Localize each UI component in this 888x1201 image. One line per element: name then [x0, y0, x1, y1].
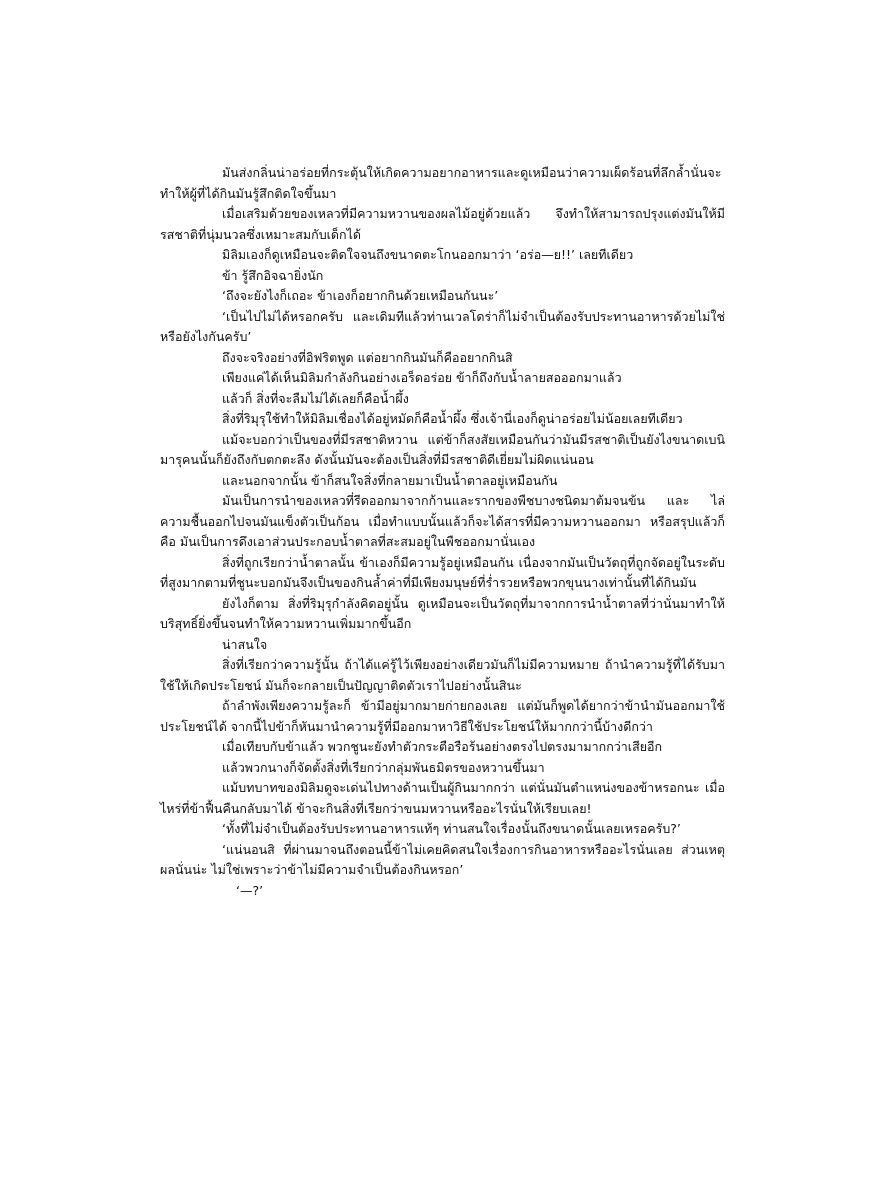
paragraph: ‘แน่นอนสิ ที่ผ่านมาจนถึงตอนนี้ข้าไม่เคยคิดสนใจเรื่องการกินอาหารหรืออะไรนั่นเลย ส่วนเหตุผลนั่นน่ะ ไม่ใช่เพราะว่าข้าไม่มีความจำเป็นต้องกินหรอก’: [160, 841, 725, 877]
body-text: [160, 163, 725, 901]
paragraph: เมื่อเทียบกับข้าแล้ว พวกชูนะยังทำตัวกระตือรือร้นอย่างตรงไปตรงมามากกว่าเสียอีก: [222, 739, 663, 754]
paragraph: แล้วพวกนางก็จัดตั้งสิ่งที่เรียกว่ากลุ่มพันธมิตรของหวานขึ้นมา: [222, 759, 545, 775]
paragraph: ข้า รู้สึกอิจฉายิ่งนัก: [222, 267, 324, 283]
paragraph: ‘ถึงจะยังไงก็เถอะ ข้าเองก็อยากกินด้วยเหมือนกันนะ’: [222, 288, 499, 303]
paragraph: เมื่อเสริมด้วยของเหลวที่มีความหวานของผลไม้อยู่ด้วยแล้ว จึงทำให้สามารถปรุงแต่งมันให้มีรสชาติที่นุ่มนวลซึ่งเหมาะสมกับเด็กได้: [160, 206, 725, 242]
paragraph: ยังไงก็ตาม สิ่งที่ริมุรุกำลังคิดอยู่นั้น ดูเหมือนจะเป็นวัตถุที่มาจากการนำน้ำตาลที่ว่านั่นมาทำให้บริสุทธิ์ยิ่งขึ้นจนทำให้ความหวานเพิ่มมากขึ้นอีก: [160, 595, 725, 631]
paragraph: ‘เป็นไปไม่ได้หรอกครับ และเดิมทีแล้วท่านเวลโดร่าก็ไม่จำเป็นต้องรับประทานอาหารด้วยไม่ใช่หรือยังไงกันครับ’: [160, 308, 725, 344]
paragraph: สิ่งที่ถูกเรียกว่าน้ำตาลนั้น ข้าเองก็มีความรู้อยู่เหมือนกัน เนื่องจากมันเป็นวัตถุที่ถูกจัดอยู่ในระดับที่สูงมากตามที่ชูนะบอกมันจึงเป็นของกินล้ำค่าที่มีเพียงมนุษย์ที่ร่ำรวยหรือพวกขุนนางเท่านั้นที่ได้กินมัน: [160, 554, 725, 590]
paragraph: ‘—?’: [236, 882, 264, 898]
paragraph: แม้บทบาทของมิลิมดูจะเด่นไปทางด้านเป็นผู้กินมากกว่า แต่นั่นมันตำแหน่งของข้าหรอกนะ เมื่อไหร่ที่ข้าฟื้นคืนกลับมาได้ ข้าจะกินสิ่งที่เรียกว่าขนมหวานหรืออะไรนั่นให้เรียบเลย!: [160, 780, 725, 816]
paragraph: ‘ทั้งที่ไม่จำเป็นต้องรับประทานอาหารแท้ๆ ท่านสนใจเรื่องนั้นถึงขนาดนั้นเลยเหรอครับ?’: [222, 821, 681, 836]
paragraph: แล้วก็ สิ่งที่จะลืมไม่ได้เลยก็คือน้ำผึ้ง: [222, 390, 409, 406]
paragraph: แม้จะบอกว่าเป็นของที่มีรสชาติหวาน แต่ข้าก็สงสัยเหมือนกันว่ามันมีรสชาติเป็นยังไงขนาดเบนิมารุคนนั้นก็ยังถึงกับตกตะลึง ดังนั้นมันจะต้องเป็นสิ่งที่มีรสชาติดีเยี่ยมไม่ผิดแน่นอน: [160, 431, 725, 467]
paragraph: ถ้าลำพังเพียงความรู้ละก็ ข้ามีอยู่มากมายก่ายกองเลย แต่มันก็พูดได้ยากว่าข้านำมันออกมาใช้ประโยชน์ได้ จากนี้ไปข้าก็หันมานำความรู้ที่มีออกมาหาวิธีใช้ประโยชน์ให้มากกว่านี้บ้างดีกว่า: [160, 698, 725, 734]
paragraph: เพียงแค่ได้เห็นมิลิมกำลังกินอย่างเอร็ดอร่อย ข้าก็ถึงกับน้ำลายสอออกมาแล้ว: [222, 370, 622, 385]
paragraph: และนอกจากนั้น ข้าก็สนใจสิ่งที่กลายมาเป็นน้ำตาลอยู่เหมือนกัน: [222, 472, 558, 488]
paragraph: สิ่งที่ริมุรุใช้ทำให้มิลิมเชื่องได้อยู่หมัดก็คือน้ำผึ้ง ซึ่งเจ้านี่เองก็ดูน่าอร่อยไม่น้อยเลยทีเดียว: [222, 411, 683, 426]
paragraph: สิ่งที่เรียกว่าความรู้นั้น ถ้าได้แค่รู้ไว้เพียงอย่างเดียวมันก็ไม่มีความหมาย ถ้านำความรู้ที่ได้รับมาใช้ให้เกิดประโยชน์ มันก็จะกลายเป็นปัญญาติดตัวเราไปอย่างนั้นสินะ: [160, 657, 725, 693]
paragraph: มิลิมเองก็ดูเหมือนจะติดใจจนถึงขนาดตะโกนออกมาว่า ‘อร่อ—ย!!’ เลยทีเดียว: [222, 247, 634, 262]
paragraph: น่าสนใจ: [222, 636, 268, 652]
paragraph: มันส่งกลิ่นน่าอร่อยที่กระตุ้นให้เกิดความอยากอาหารและดูเหมือนว่าความเผ็ดร้อนที่ลึกล้ำนั่นจะทำให้ผู้ที่ได้กินมันรู้สึกติดใจขึ้นมา: [160, 165, 722, 201]
paragraph: ถึงจะจริงอย่างที่อิฟริตพูด แต่อยากกินมันก็คืออยากกินสิ: [222, 349, 513, 365]
paragraph: มันเป็นการนำของเหลวที่รีดออกมาจากก้านและรากของพืชบางชนิดมาต้มจนข้น และ ไล่ความชื้นออกไปจนมันแข็งตัวเป็นก้อน เมื่อทำแบบนั้นแล้วก็จะได้สารที่มีความหวานออกมา หรือสรุปแล้วก็คือ มันเป็นการดึงเอาส่วนประกอบน้ำตาลที่สะสมอยู่ในพืชออกมานั่นเอง: [160, 493, 725, 549]
